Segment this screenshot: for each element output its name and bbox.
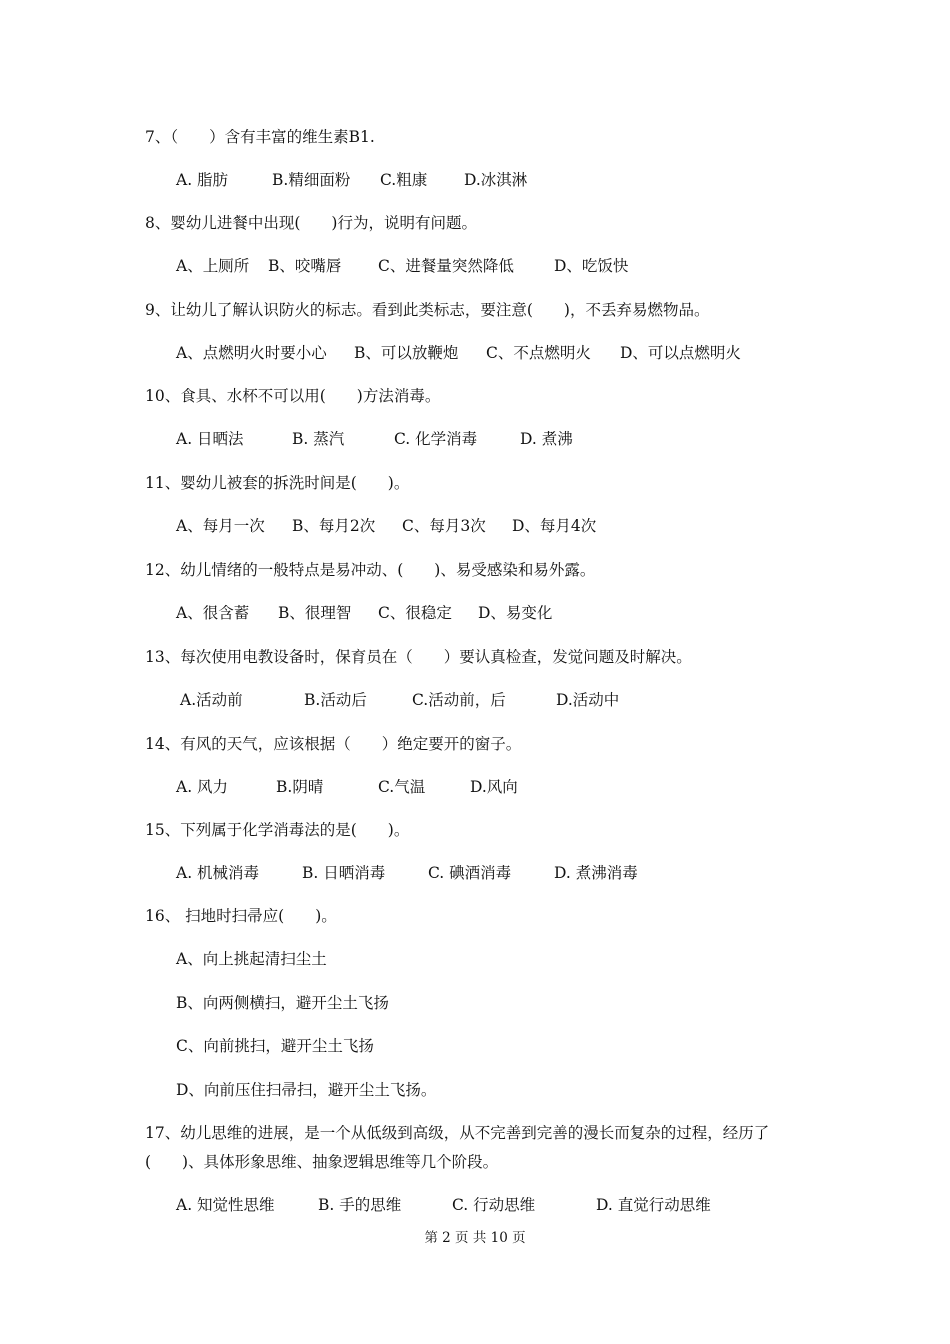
question-7: 7、（ ）含有丰富的维生素B1. xyxy=(145,128,375,146)
question-12: 12、幼儿情绪的一般特点是易冲动、( )、易受感染和易外露。 xyxy=(145,561,596,579)
option-16-c: C、向前挑扫，避开尘土飞扬 xyxy=(176,1037,374,1055)
option-d: D. 直觉行动思维 xyxy=(596,1196,711,1214)
option-d: D、易变化 xyxy=(478,604,553,622)
option-b: B、咬嘴唇 xyxy=(268,257,342,275)
question-16: 16、 扫地时扫帚应( )。 xyxy=(145,907,337,925)
option-16-d: D、向前压住扫帚扫，避开尘土飞扬。 xyxy=(176,1081,437,1099)
option-d: D.冰淇淋 xyxy=(464,171,528,189)
option-c: C.活动前，后 xyxy=(412,691,506,709)
option-b: B.阴晴 xyxy=(276,778,324,796)
options-7 xyxy=(176,165,527,195)
option-b: B、每月2次 xyxy=(292,517,376,535)
option-16-b: B、向两侧横扫，避开尘土飞扬 xyxy=(176,994,389,1012)
options-9 xyxy=(176,338,741,368)
option-c: C. 行动思维 xyxy=(452,1196,536,1214)
question-14: 14、有风的天气，应该根据（ ）绝定要开的窗子。 xyxy=(145,735,522,753)
option-b: B.活动后 xyxy=(304,691,367,709)
question-9: 9、让幼儿了解认识防火的标志。看到此类标志，要注意( )，不丢弃易燃物品。 xyxy=(145,301,710,319)
option-a: A. 知觉性思维 xyxy=(176,1196,275,1214)
option-c: C、每月3次 xyxy=(402,517,486,535)
option-d: D、可以点燃明火 xyxy=(620,344,741,362)
option-c: C、很稳定 xyxy=(378,604,452,622)
option-a: A. 脂肪 xyxy=(176,171,229,189)
option-c: C. 碘酒消毒 xyxy=(428,864,512,882)
option-a: A、很含蓄 xyxy=(176,604,250,622)
option-b: B、可以放鞭炮 xyxy=(354,344,459,362)
options-15 xyxy=(176,858,638,888)
option-a: A. 机械消毒 xyxy=(176,864,260,882)
option-a: A. 日晒法 xyxy=(176,430,244,448)
option-c: C. 化学消毒 xyxy=(394,430,478,448)
option-16-a: A、向上挑起清扫尘土 xyxy=(176,950,327,968)
options-13 xyxy=(180,685,619,715)
options-10 xyxy=(176,424,573,454)
option-b: B.精细面粉 xyxy=(272,171,351,189)
option-a: A、每月一次 xyxy=(176,517,265,535)
options-11 xyxy=(176,511,596,541)
options-14 xyxy=(176,772,518,802)
question-15: 15、下列属于化学消毒法的是( )。 xyxy=(145,821,410,839)
option-b: B. 手的思维 xyxy=(318,1196,402,1214)
option-a: A、点燃明火时要小心 xyxy=(176,344,327,362)
page-number: 第 2 页 共 10 页 xyxy=(424,1230,526,1246)
question-11: 11、婴幼儿被套的拆洗时间是( )。 xyxy=(145,474,410,492)
option-d: D.风向 xyxy=(470,778,518,796)
option-a: A、上厕所 xyxy=(176,257,250,275)
question-17: 17、幼儿思维的进展，是一个从低级到高级，从不完善到完善的漫长而复杂的过程，经历了( )、具体形象思维、抽象逻辑思维等几个阶段。 xyxy=(145,1124,770,1171)
options-12 xyxy=(176,598,552,628)
option-a: A. 风力 xyxy=(176,778,229,796)
option-d: D、每月4次 xyxy=(512,517,597,535)
option-b: B、很理智 xyxy=(278,604,352,622)
options-8 xyxy=(176,251,628,281)
option-b: B. 蒸汽 xyxy=(292,430,345,448)
option-c: C.气温 xyxy=(378,778,426,796)
option-d: D.活动中 xyxy=(556,691,620,709)
option-b: B. 日晒消毒 xyxy=(302,864,386,882)
option-d: D. 煮沸 xyxy=(520,430,573,448)
question-10: 10、食具、水杯不可以用( )方法消毒。 xyxy=(145,387,441,405)
option-a: A.活动前 xyxy=(180,691,243,709)
question-8: 8、婴幼儿进餐中出现( )行为，说明有问题。 xyxy=(145,214,477,232)
question-13: 13、每次使用电教设备时，保育员在（ ）要认真检查，发觉问题及时解决。 xyxy=(145,648,692,666)
option-d: D、吃饭快 xyxy=(554,257,629,275)
options-17 xyxy=(176,1190,711,1220)
option-c: C、进餐量突然降低 xyxy=(378,257,514,275)
option-c: C.粗康 xyxy=(380,171,428,189)
option-d: D. 煮沸消毒 xyxy=(554,864,638,882)
option-c: C、不点燃明火 xyxy=(486,344,591,362)
